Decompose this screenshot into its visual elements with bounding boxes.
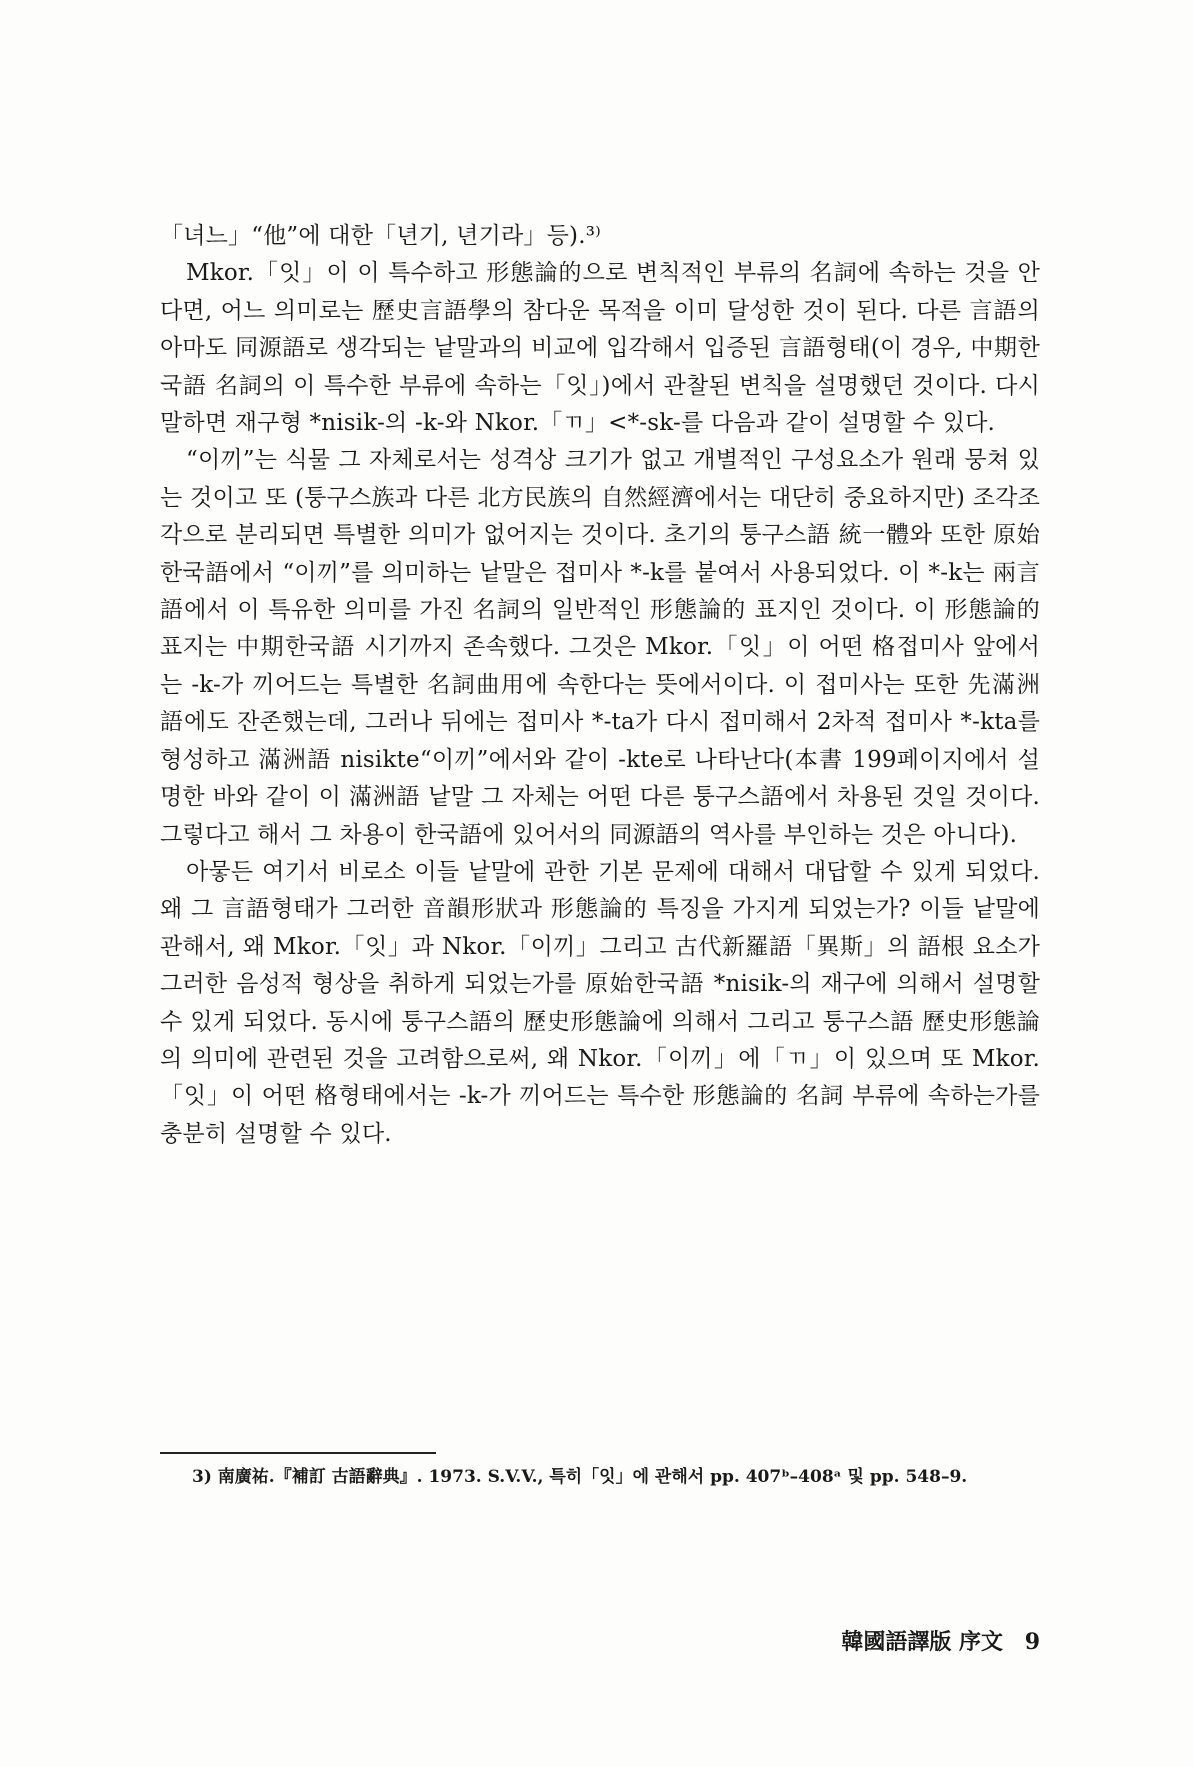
paragraph: “이끼”는 식물 그 자체로서는 성격상 크기가 없고 개별적인 구성요소가 원래 뭉쳐 있는 것이고 또 (퉁구스族과 다른 北方民族의 自然經濟에서는 대단히 중요하지만) 조각조각으로 분리되면 특별한 의미가 없어지는 것이다. 초기의 퉁구스語 統一體와 또한 原始한국語에서 “이끼”를 의미하는 낱말은 접미사 *-k를 붙여서 사용되었다. 이 *-k는 兩言語에서 이 특유한 의미를 가진 名詞의 일반적인 形態論的 표지인 것이다. 이 形態論的 표지는 中期한국語 시기까지 존속했다. 그것은 Mkor.「잇」이 어떤 格접미사 앞에서는 -k-가 끼어드는 특별한 名詞曲用에 속한다는 뜻에서이다. 이 접미사는 또한 先滿洲語에도 잔존했는데, 그러나 뒤에는 접미사 *-ta가 다시 접미해서 2차적 접미사 *-kta를 형성하고 滿洲語 nisikte“이끼”에서와 같이 -kte로 나타난다(本書 199페이지에서 설명한 바와 같이 이 滿洲語 낱말 그 자체는 어떤 다른 퉁구스語에서 차용된 것일 것이다. 그렇다고 해서 그 차용이 한국語에 있어서의 同源語의 역사를 부인하는 것은 아니다).	[160, 447, 1040, 848]
running-title: 韓國語譯版 序文	[841, 1629, 1004, 1655]
footnote	[160, 1462, 1040, 1492]
footnote-divider	[160, 1452, 436, 1454]
paragraph: 아뭏든 여기서 비로소 이들 낱말에 관한 기본 문제에 대해서 대답할 수 있게 되었다. 왜 그 言語형태가 그러한 音韻形狀과 形態論的 특징을 가지게 되었는가? 이들 낱말에 관해서, 왜 Mkor.「잇」과 Nkor.「이끼」그리고 古代新羅語「異斯」의 語根 요소가 그러한 음성적 형상을 취하게 되었는가를 原始한국語 *nisik-의 재구에 의해서 설명할 수 있게 되었다. 동시에 퉁구스語의 歷史形態論에 의해서 그리고 퉁구스語 歷史形態論의 의미에 관련된 것을 고려함으로써, 왜 Nkor.「이끼」에「ㄲ」이 있으며 또 Mkor.「잇」이 어떤 格형태에서는 -k-가 끼어드는 특수한 形態論的 名詞 부류에 속하는가를 충분히 설명할 수 있다.	[160, 858, 1040, 1147]
body-text	[160, 218, 1040, 1153]
paragraph-continuation: 「녀느」“他”에 대한「년기, 년기라」등).³⁾	[160, 223, 602, 249]
footnote-number: 3)	[192, 1467, 212, 1487]
footnote-text: 南廣祐.『補訂 古語辭典』. 1973. S.V.V., 특히「잇」에 관해서 pp. 407ᵇ–408ᵃ 및 pp. 548–9.	[217, 1467, 968, 1487]
paragraph: Mkor.「잇」이 이 특수하고 形態論的으로 변칙적인 부류의 名詞에 속하는 것을 안다면, 어느 의미로는 歷史言語學의 참다운 목적을 이미 달성한 것이 된다. 다른 言語의 아마도 同源語로 생각되는 낱말과의 비교에 입각해서 입증된 言語형태(이 경우, 中期한국語 名詞의 이 특수한 부류에 속하는「잇」)에서 관찰된 변칙을 설명했던 것이다. 다시 말하면 재구형 *nisik-의 -k-와 Nkor.「ㄲ」<*-sk-를 다음과 같이 설명할 수 있다.	[160, 260, 1040, 437]
page-number: 9	[1024, 1629, 1040, 1655]
running-footer	[700, 1625, 1040, 1656]
